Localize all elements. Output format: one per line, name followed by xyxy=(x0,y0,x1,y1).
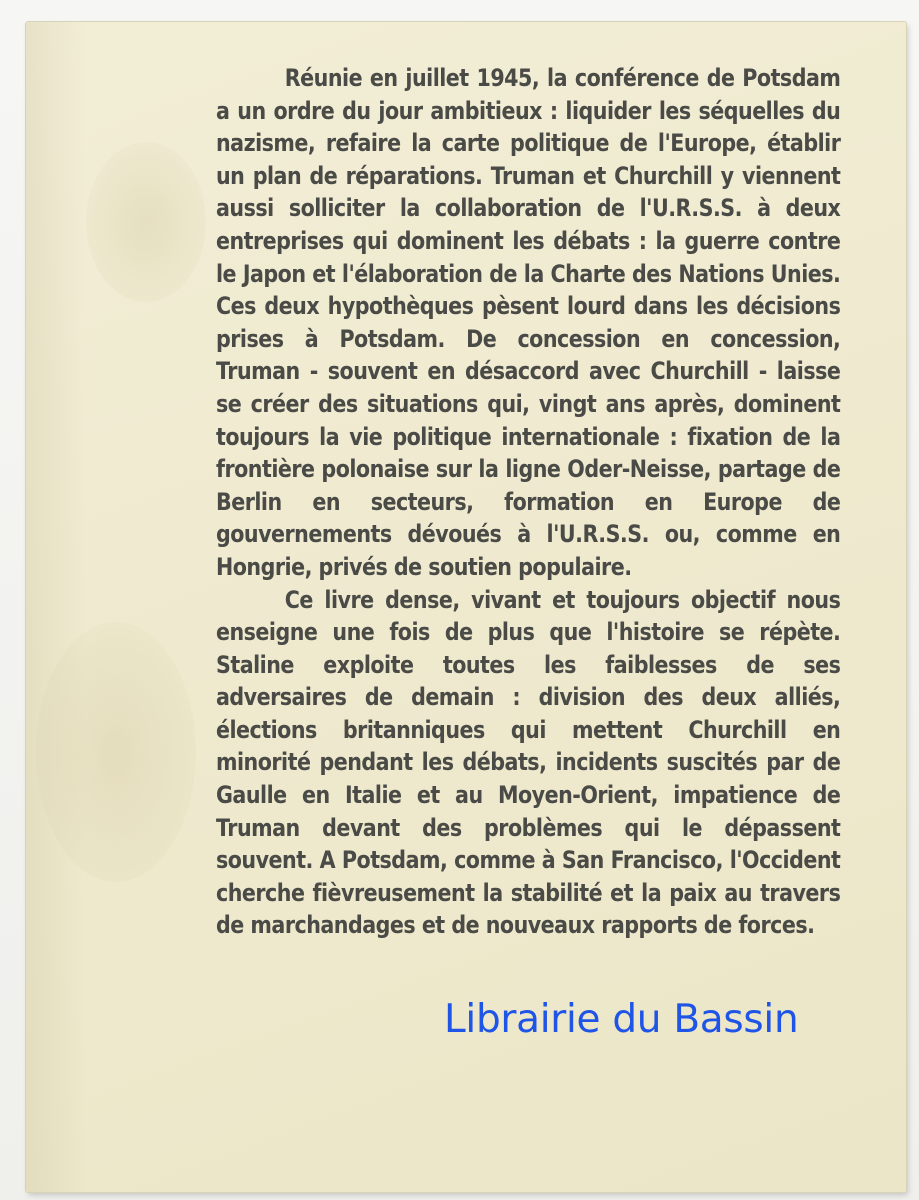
cover-stain xyxy=(86,142,206,302)
blurb-paragraph-2: Ce livre dense, vivant et toujours objectif nous enseigne une fois de plus que l'histoire se répète. Staline exploite toutes les faiblesses de ses adversaires de demain : division des deux alliés, élections britanniques qui mettent Churchill en minorité pendant les débats, incidents suscités par de Gaulle en Italie et au Moyen-Orient, impatience de Truman devant des problèmes qui le dépassent souvent. A Potsdam, comme à San Francisco, l'Occident cherche fièvreusement la stabilité et la paix au travers de marchandages et de nouveaux rapports de forces. xyxy=(216,585,841,940)
cover-stain xyxy=(36,622,196,882)
bookshop-watermark: Librairie du Bassin xyxy=(444,997,799,1042)
cover-blurb xyxy=(216,62,841,942)
blurb-paragraph-1: Réunie en juillet 1945, la conférence de Potsdam a un ordre du jour ambitieux : liquider les séquelles du nazisme, refaire la carte politique de l'Europe, établir un plan de réparations. Truman et Churchill y viennent aussi solliciter la collaboration de l'U.R.S.S. à deux entreprises qui dominent les débats : la guerre contre le Japon et l'élaboration de la Charte des Nations Unies. Ces deux hypothèques pèsent lourd dans les décisions prises à Potsdam. De concession en concession, Truman - souvent en désaccord avec Churchill - laisse se créer des situations qui, vingt ans après, dominent toujours la vie politique internationale : fixation de la frontière polonaise sur la ligne Oder-Neisse, partage de Berlin en secteurs, formation en Europe de gouvernements dévoués à l'U.R.S.S. ou, comme en Hongrie, privés de soutien populaire. xyxy=(216,64,841,581)
